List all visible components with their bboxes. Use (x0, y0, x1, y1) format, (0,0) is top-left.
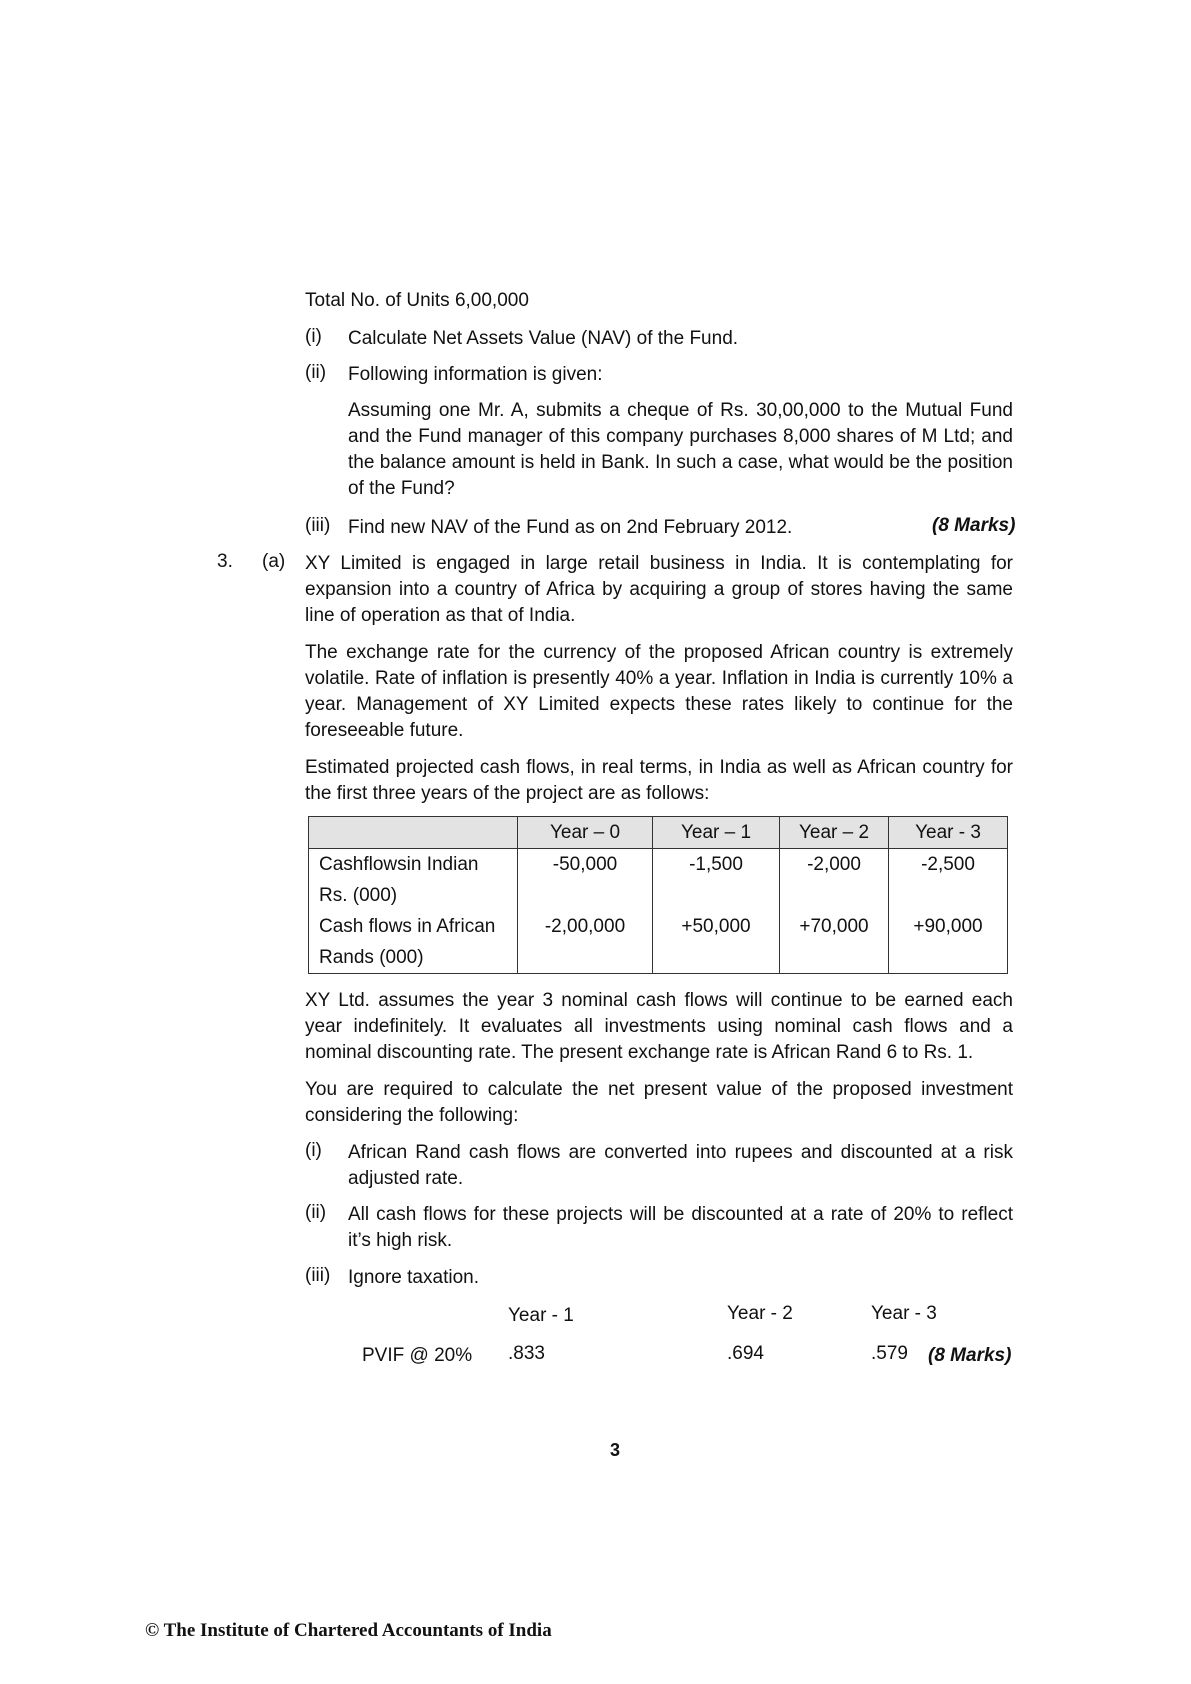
table-header-cell: Year – 1 (653, 817, 780, 849)
pvif-value: .579 (871, 1343, 908, 1364)
item-number: (ii) (305, 362, 327, 383)
question-paragraph: Estimated projected cash flows, in real terms, in India as well as African country for the first three years of the project are as follows: (305, 757, 1013, 804)
pvif-year-header: Year - 3 (871, 1303, 937, 1324)
table-cell: -1,500 (653, 849, 780, 912)
cash-flow-table (308, 816, 1008, 974)
pvif-year-header: Year - 1 (508, 1305, 574, 1326)
question-paragraph: XY Limited is engaged in large retail business in India. It is contemplating for expansion into a country of Africa by acquiring a group of stores having the same line of operation as that of India. (305, 553, 1013, 626)
row-label-line: Cash flows in African (319, 916, 496, 937)
item-text: Find new NAV of the Fund as on 2nd February 2012. (348, 517, 793, 538)
item-text: All cash flows for these projects will be discounted at a rate of 20% to reflect it’s high risk. (348, 1204, 1013, 1251)
pvif-label: PVIF @ 20% (362, 1345, 473, 1366)
item-number: (ii) (305, 1202, 327, 1223)
table-cell: -2,500 (889, 849, 1008, 912)
table-header-cell: Year – 2 (780, 817, 889, 849)
question-paragraph: The exchange rate for the currency of the proposed African country is extremely volatile. Rate of inflation is presently 40% a year. Inflation in India is currently 10% a year. Management of XY Limited expects these rates likely to continue for the foreseeable future. (305, 642, 1013, 741)
table-cell-label (309, 849, 518, 912)
table-header-cell: Year – 0 (518, 817, 653, 849)
table-header-cell (309, 817, 518, 849)
pvif-value: .833 (508, 1343, 545, 1364)
marks-label: (8 Marks) (928, 1345, 1012, 1366)
table-cell: +50,000 (653, 911, 780, 974)
footer-copyright: © The Institute of Chartered Accountants of India (145, 1620, 552, 1641)
table-cell: +70,000 (780, 911, 889, 974)
table-cell: +90,000 (889, 911, 1008, 974)
item-number: (iii) (305, 515, 331, 536)
question-paragraph: You are required to calculate the net present value of the proposed investment considering the following: (305, 1079, 1013, 1126)
row-label-line: Rands (000) (319, 947, 424, 968)
item-number: (i) (305, 1140, 322, 1161)
marks-label: (8 Marks) (932, 515, 1016, 536)
question-paragraph: XY Ltd. assumes the year 3 nominal cash flows will continue to be earned each year indefinitely. It evaluates all investments using nominal cash flows and a nominal discounting rate. The present exchange rate is African Rand 6 to Rs. 1. (305, 990, 1013, 1063)
pvif-year-header: Year - 2 (727, 1303, 793, 1324)
table-cell: -50,000 (518, 849, 653, 912)
item-text: Following information is given: (348, 364, 603, 385)
item-text: African Rand cash flows are converted into rupees and discounted at a risk adjusted rate. (348, 1142, 1013, 1189)
item-text: Calculate Net Assets Value (NAV) of the Fund. (348, 328, 739, 349)
question-part: (a) (262, 551, 286, 572)
row-label-line: Cashflowsin Indian (319, 854, 479, 875)
item-number: (iii) (305, 1265, 331, 1286)
table-header-row (309, 817, 1008, 849)
item-number: (i) (305, 326, 322, 347)
table-cell: -2,000 (780, 849, 889, 912)
table-row (309, 911, 1008, 974)
page-number: 3 (610, 1440, 621, 1460)
question-number: 3. (217, 551, 233, 572)
total-units-line: Total No. of Units 6,00,000 (305, 290, 529, 311)
item-text: Ignore taxation. (348, 1267, 479, 1288)
pvif-value: .694 (727, 1343, 764, 1364)
assumption-paragraph: Assuming one Mr. A, submits a cheque of Rs. 30,00,000 to the Mutual Fund and the Fund manager of this company purchases 8,000 shares of M Ltd; and the balance amount is held in Bank. In such a case, what would be the position of the Fund? (348, 400, 1013, 499)
row-label-line: Rs. (000) (319, 885, 398, 906)
table-row (309, 849, 1008, 912)
table-header-cell: Year - 3 (889, 817, 1008, 849)
table-cell-label (309, 911, 518, 974)
table-cell: -2,00,000 (518, 911, 653, 974)
